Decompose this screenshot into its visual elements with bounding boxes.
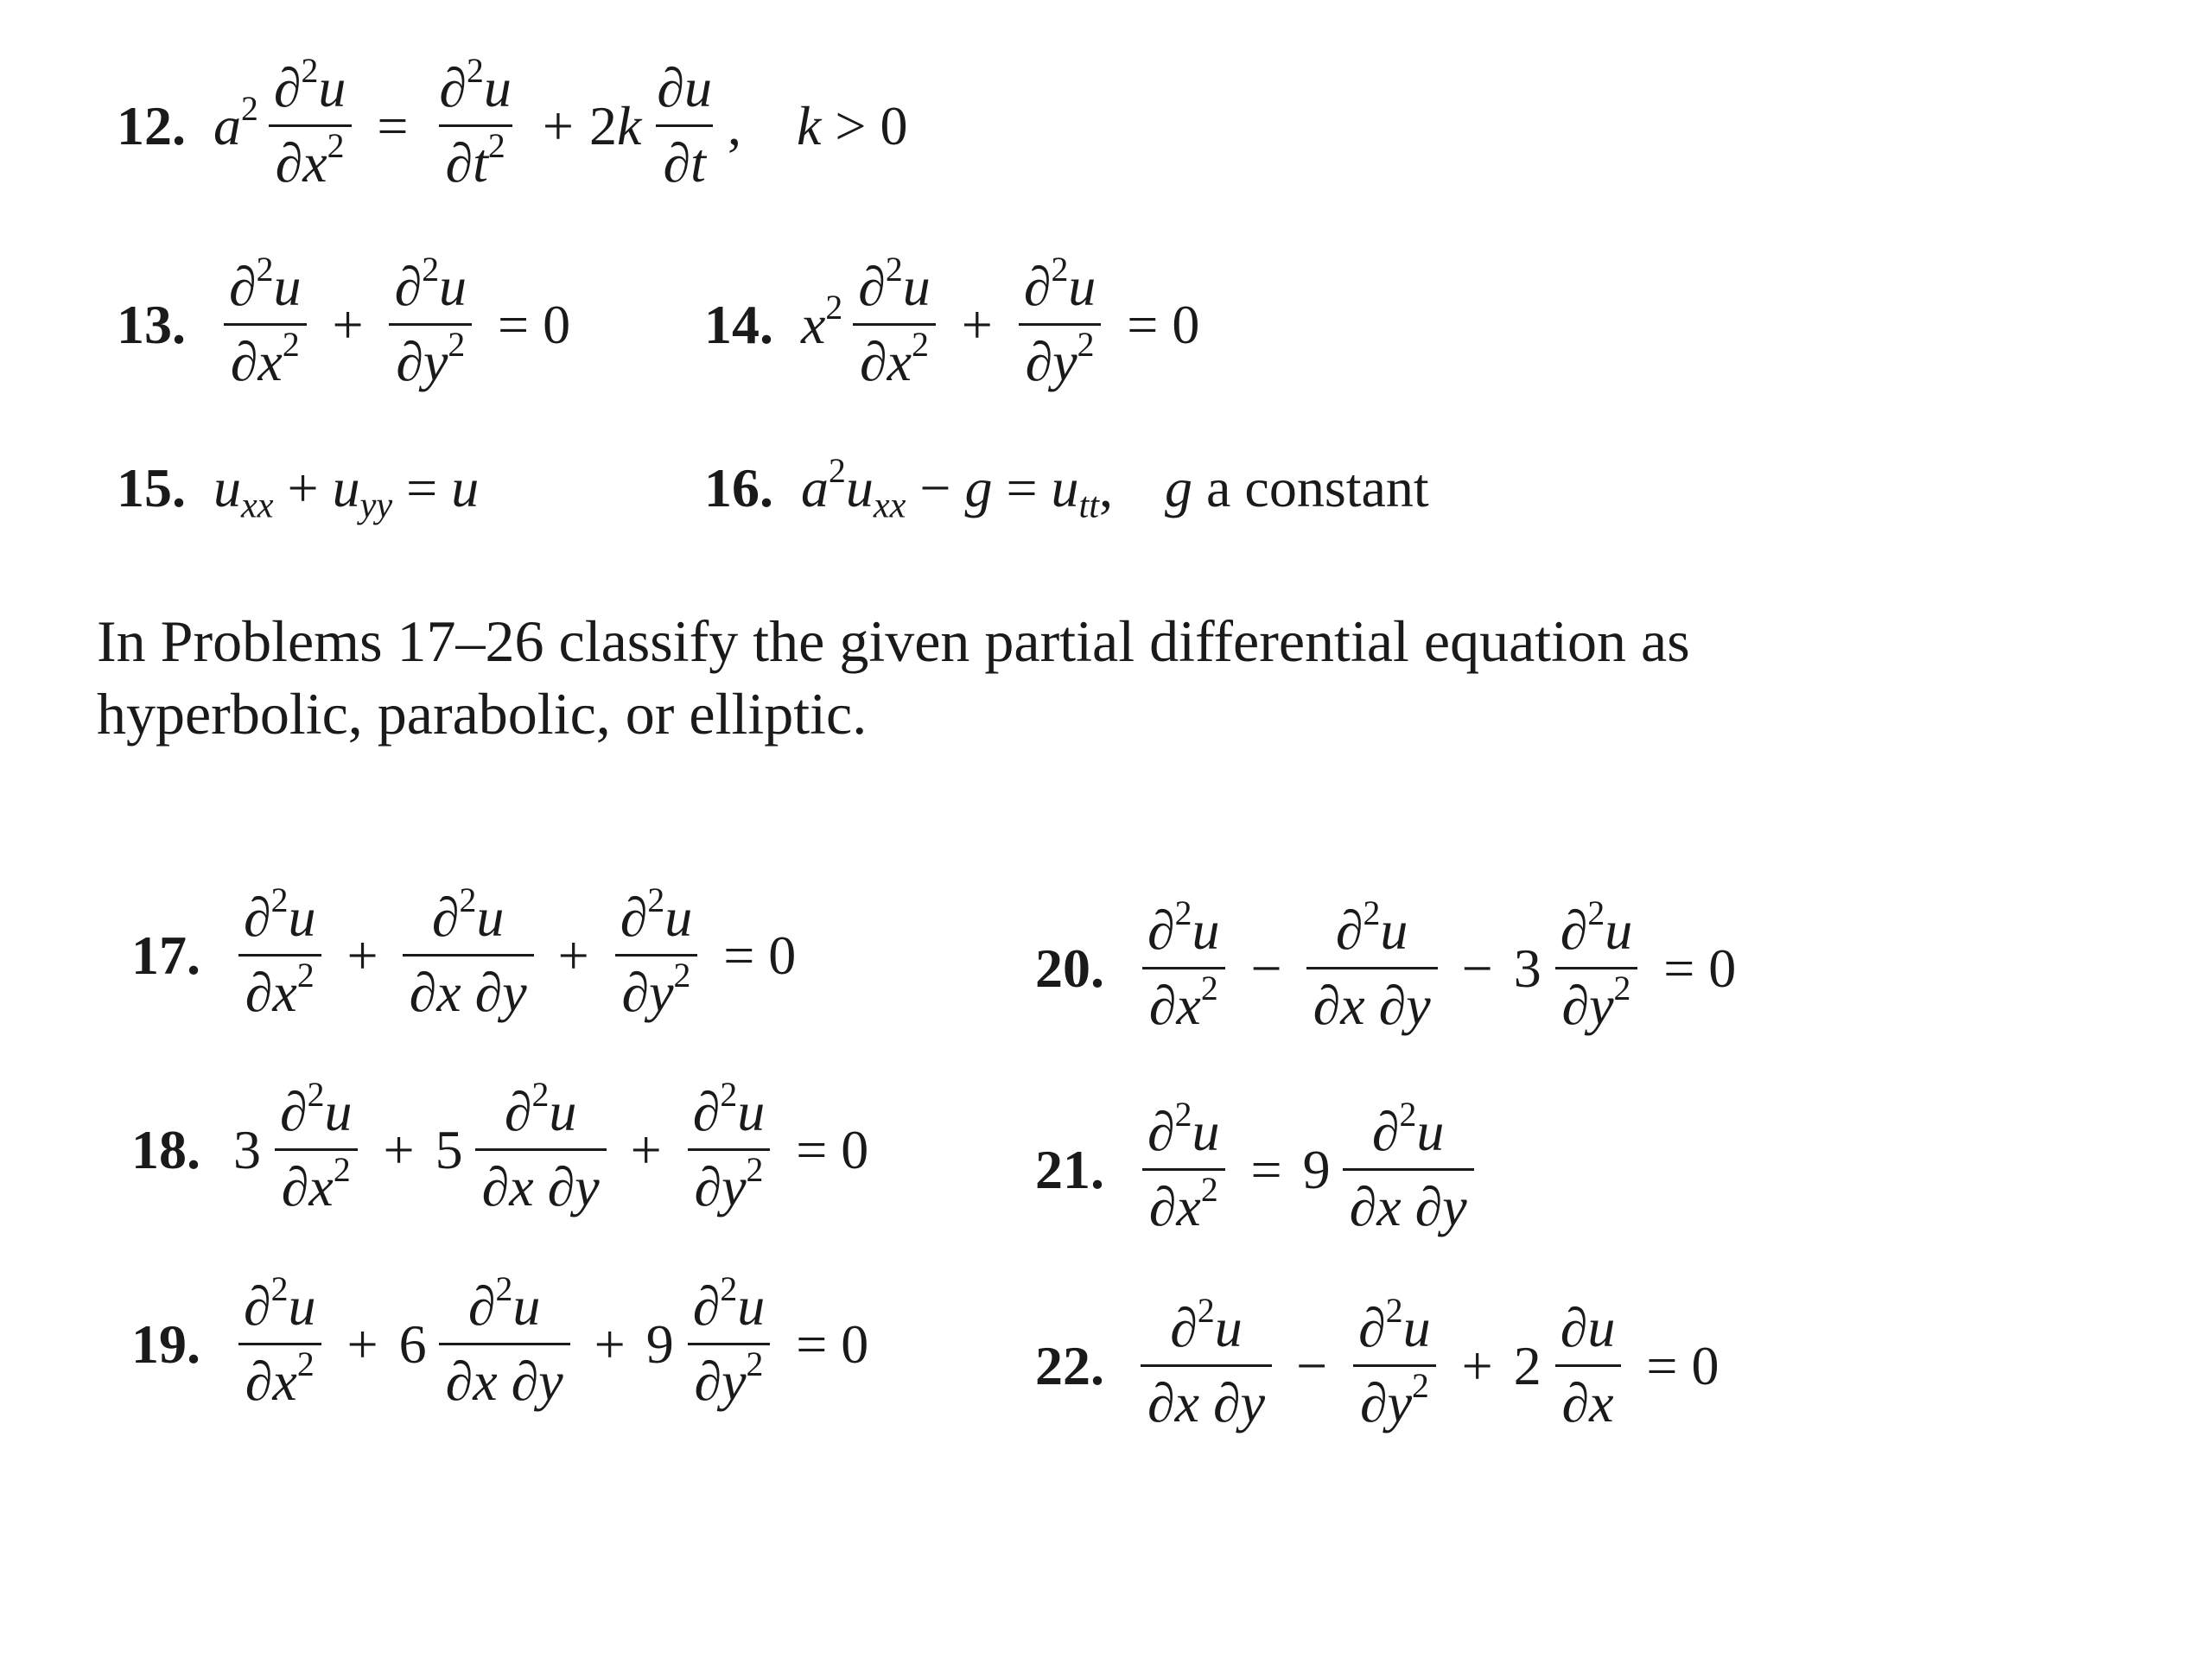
problem-19 <box>131 1270 884 1412</box>
condition: , k > 0 <box>728 94 908 156</box>
coefficient: 9 <box>1302 1138 1331 1200</box>
problem-14 <box>704 251 1215 392</box>
operator: = 0 <box>723 924 797 986</box>
problem-number: 12. <box>117 94 186 156</box>
fraction: $\frac{\partial u}{\partial t}$ <box>657 57 712 194</box>
operator: = 0 <box>796 1118 869 1180</box>
fraction: $\frac{\partial^2u}{\partial x \partial y}$ <box>1306 903 1438 1033</box>
coefficient: 3 <box>1513 937 1541 999</box>
operator: − <box>1296 1334 1328 1396</box>
problem-18 <box>131 1076 884 1217</box>
operator: + <box>961 293 993 355</box>
problem-number: 15. <box>117 457 186 518</box>
problem-16 <box>704 452 1429 526</box>
operator: = 0 <box>796 1313 869 1375</box>
coefficient: 9 <box>645 1313 674 1375</box>
operator: + <box>557 924 589 986</box>
problem-12 <box>117 52 908 194</box>
note: g a constant <box>1165 457 1429 518</box>
problem-21 <box>1035 1096 1483 1237</box>
fraction: $\frac{\partial^2u}{\partial y^2}$ <box>388 259 474 390</box>
fraction: $\frac{\partial^2u}{\partial x \partial y}$ <box>1343 1104 1474 1235</box>
operator: + <box>332 293 364 355</box>
fraction: $\frac{\partial^2u}{\partial x^2}$ <box>222 259 308 390</box>
operator: = 0 <box>1663 937 1737 999</box>
equation: $a^2u_{xx} - g = u_{tt}$, <box>801 452 1113 526</box>
coefficient: 2 <box>1513 1334 1541 1396</box>
coefficient: 2k <box>588 94 642 156</box>
fraction: $\frac{\partial^2u}{\partial x^2}$ <box>273 1084 359 1215</box>
operator: = <box>1250 1138 1282 1200</box>
coefficient: 5 <box>435 1118 463 1180</box>
problem-17 <box>131 881 811 1023</box>
operator: + <box>542 94 574 156</box>
problem-number: 14. <box>704 293 773 355</box>
operator: − <box>1250 937 1282 999</box>
fraction: $\frac{\partial^2u}{\partial x \partial y}$ <box>439 1279 570 1409</box>
fraction: $\frac{\partial^2u}{\partial x^2}$ <box>1141 903 1226 1033</box>
operator: + <box>594 1313 626 1375</box>
fraction: $\frac{\partial^2u}{\partial x^2}$ <box>1141 1104 1226 1235</box>
fraction: $\frac{\partial^2u}{\partial y^2}$ <box>1017 259 1103 390</box>
fraction: $\frac{\partial^2u}{\partial x \partial y}$ <box>1141 1300 1272 1431</box>
problem-22 <box>1035 1292 1734 1433</box>
coefficient: 6 <box>398 1313 427 1375</box>
problem-number: 18. <box>131 1118 200 1180</box>
problem-number: 17. <box>131 924 200 986</box>
problem-number: 21. <box>1035 1138 1104 1200</box>
problem-number: 22. <box>1035 1334 1104 1396</box>
fraction: $\frac{\partial^2u}{\partial y^2}$ <box>613 890 699 1020</box>
coef-x2: $x^2$ <box>801 288 843 355</box>
operator: − <box>1461 937 1493 999</box>
operator: + <box>1461 1334 1493 1396</box>
fraction: $\frac{\partial^2u}{\partial y^2}$ <box>686 1279 772 1409</box>
problem-number: 20. <box>1035 937 1104 999</box>
fraction: $\frac{\partial^2u}{\partial y^2}$ <box>1554 903 1639 1033</box>
fraction: $\frac{\partial u}{\partial x}$ <box>1554 1300 1623 1431</box>
problem-20 <box>1035 894 1751 1036</box>
fraction: $\frac{\partial^2u}{\partial x^2}$ <box>237 890 322 1020</box>
fraction: $\frac{\partial^2u}{\partial x^2}$ <box>851 259 937 390</box>
operator: = 0 <box>1646 1334 1719 1396</box>
equation: $u_{xx} + u_{yy} = u$ <box>213 457 480 526</box>
coefficient: 3 <box>233 1118 261 1180</box>
operator: = 0 <box>498 293 571 355</box>
fraction: $\frac{\partial^2u}{\partial y^2}$ <box>686 1084 772 1215</box>
problem-number: 16. <box>704 457 773 518</box>
instruction-line-1: In Problems 17–26 classify the given partial differential equation as <box>97 608 1690 674</box>
instruction-line-2: hyperbolic, parabolic, or elliptic. <box>97 681 868 747</box>
instruction <box>97 605 1690 750</box>
operator: + <box>383 1118 415 1180</box>
operator: + <box>346 1313 378 1375</box>
fraction: $\frac{\partial^2u}{\partial x \partial y}$ <box>475 1084 607 1215</box>
fraction: $\frac{\partial^2u}{\partial y^2}$ <box>1351 1300 1437 1431</box>
problem-number: 19. <box>131 1313 200 1375</box>
fraction: $\frac{\partial^2u}{\partial x^2}$ <box>267 60 353 191</box>
operator: = <box>377 94 409 156</box>
operator: + <box>346 924 378 986</box>
operator: = 0 <box>1127 293 1200 355</box>
operator: + <box>630 1118 662 1180</box>
fraction: $\frac{\partial^2u}{\partial x^2}$ <box>237 1279 322 1409</box>
problem-15 <box>117 456 480 526</box>
problem-13 <box>117 251 586 392</box>
fraction: $\frac{\partial^2u}{\partial t^2}$ <box>439 52 512 194</box>
fraction: $\frac{\partial^2u}{\partial x \partial y}$ <box>403 890 534 1020</box>
coef-a2: $a^2$ <box>213 89 258 156</box>
problem-number: 13. <box>117 293 186 355</box>
